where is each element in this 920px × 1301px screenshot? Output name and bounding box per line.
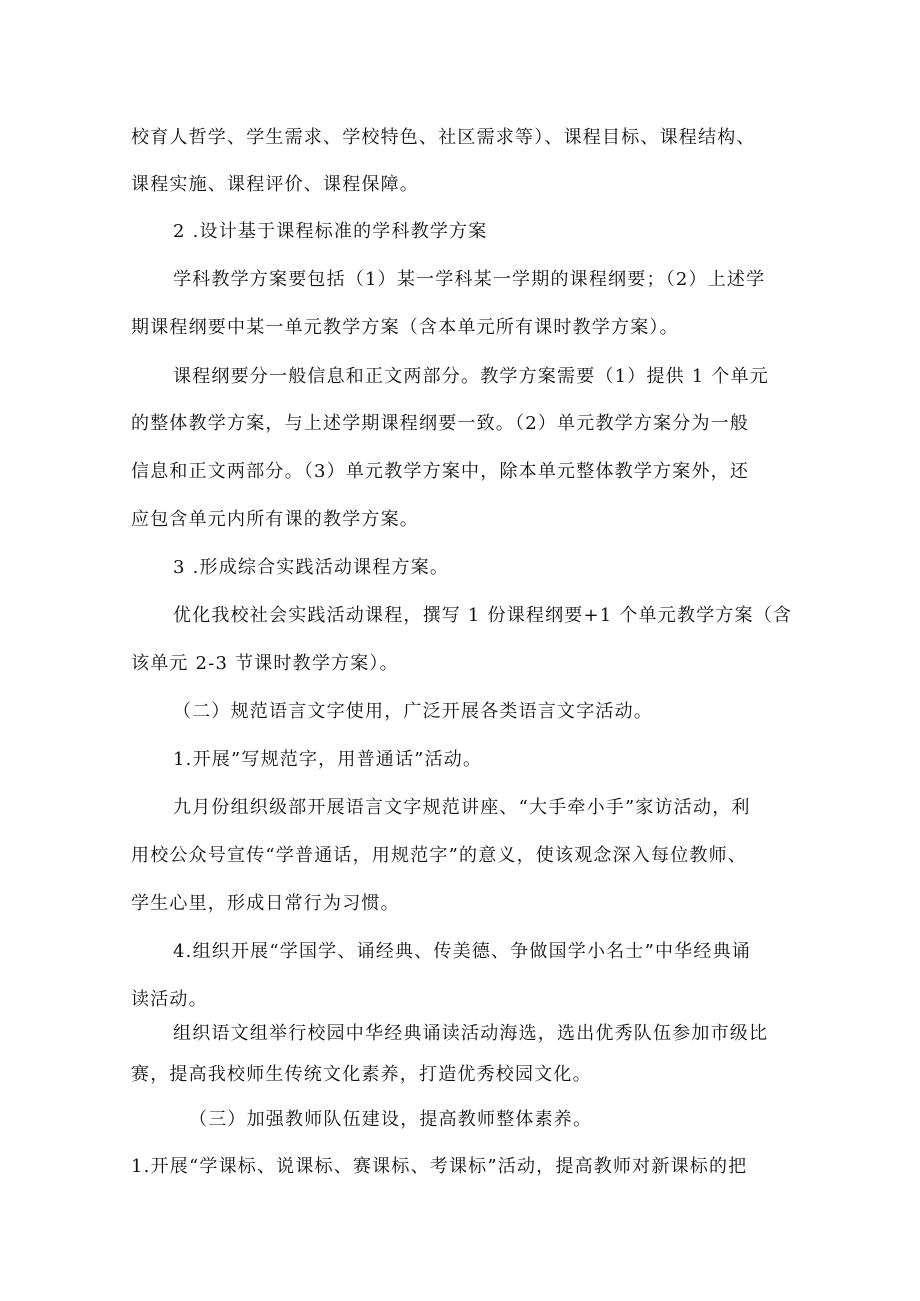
text-line: 课程纲要分一般信息和正文两部分。教学方案需要（1）提供 1 个单元 (173, 366, 769, 387)
text-line: 赛，提高我校师生传统文化素养，打造优秀校园文化。 (131, 1064, 592, 1085)
text-line: 优化我校社会实践活动课程，撰写 1 份课程纲要+1 个单元教学方案（含 (173, 605, 793, 626)
text-line: 学生心里，形成日常行为习惯。 (131, 893, 400, 914)
section-heading: （三）加强教师队伍建设，提高教师整体素养。 (189, 1109, 593, 1130)
text-line: 组织语文组举行校园中华经典诵读活动海选，选出优秀队伍参加市级比 (173, 1023, 769, 1044)
section-heading: 1.开展”写规范字，用普通话”活动。 (173, 749, 483, 770)
section-heading: 3 .形成综合实践活动课程方案。 (173, 557, 450, 578)
section-heading: （二）规范语言文字使用，广泛开展各类语言文字活动。 (173, 701, 653, 722)
text-line: 读活动。 (131, 989, 208, 1010)
text-line: 校育人哲学、学生需求、学校特色、社区需求等）、课程目标、课程结构、 (131, 127, 756, 148)
text-line: 应包含单元内所有课的教学方案。 (131, 509, 419, 530)
text-line: 该单元 2-3 节课时教学方案）。 (131, 653, 399, 674)
text-line: 用校公众号宣传“学普通话，用规范字”的意义，使该观念深入每位教师、 (131, 845, 748, 866)
text-line: 学科教学方案要包括（1）某一学科某一学期的课程纲要；（2）上述学 (173, 269, 766, 290)
text-line: 课程实施、课程评价、课程保障。 (131, 174, 419, 195)
text-line: 1.开展“学课标、说课标、赛课标、考课标”活动，提高教师对新课标的把 (131, 1156, 748, 1177)
section-heading: 2 .设计基于课程标准的学科教学方案 (173, 221, 488, 242)
text-line: 期课程纲要中某一单元教学方案（含本单元所有课时教学方案）。 (131, 317, 679, 338)
section-heading: 4.组织开展“学国学、诵经典、传美德、争做国学小名士”中华经典诵 (173, 941, 751, 962)
text-line: 九月份组织级部开展语言文字规范讲座、“大手牵小手”家访活动，利 (173, 797, 751, 818)
text-line: 信息和正文两部分。（3）单元教学方案中，除本单元整体教学方案外，还 (131, 461, 750, 482)
text-line: 的整体教学方案，与上述学期课程纲要一致。（2）单元教学方案分为一般 (131, 413, 750, 434)
